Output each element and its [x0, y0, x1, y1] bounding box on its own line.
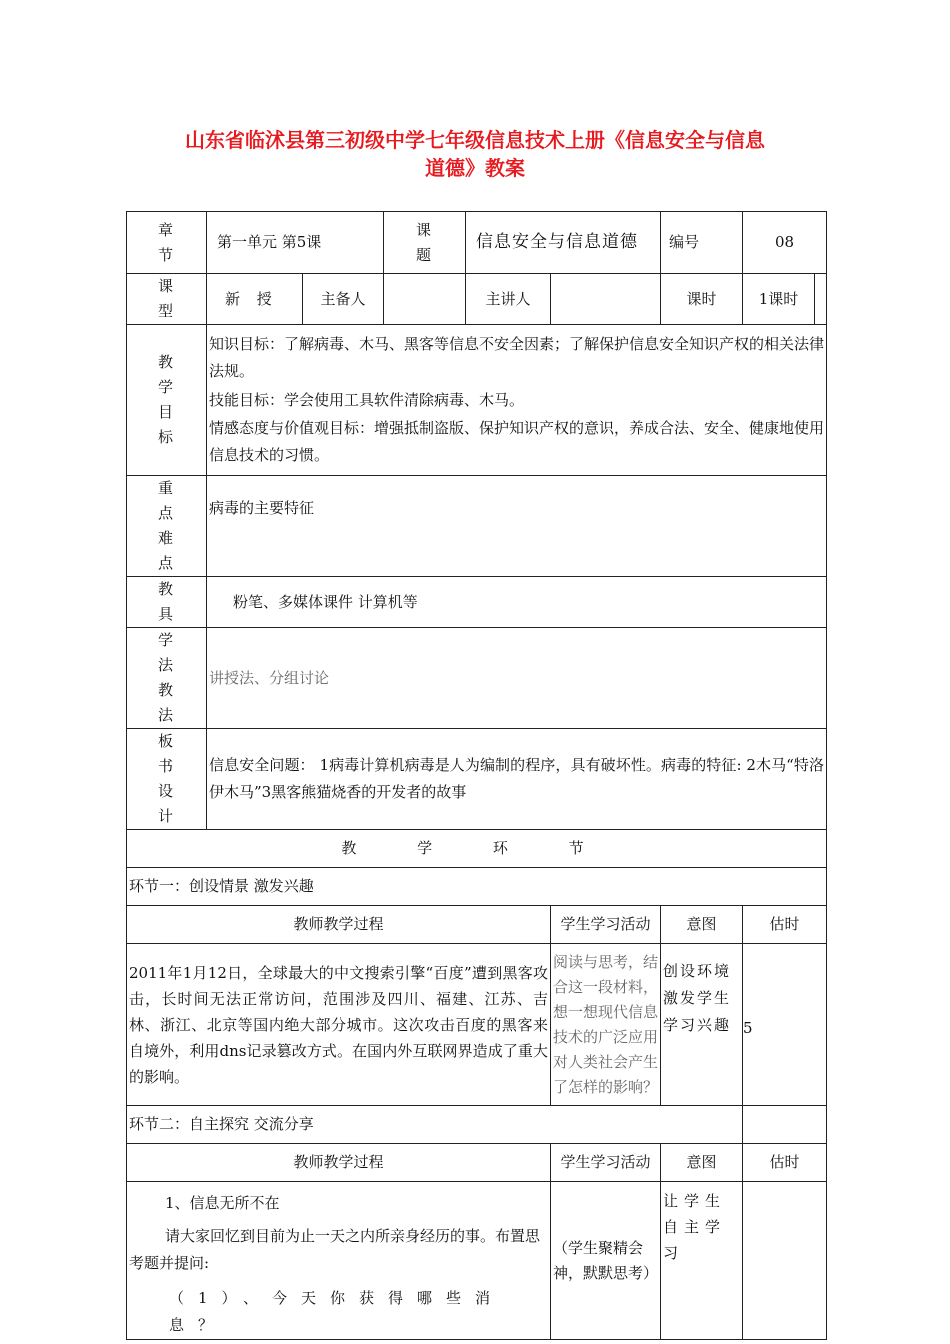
stage2-content-row [127, 1182, 827, 1340]
stage1-title-row [127, 868, 827, 906]
lecturer-label: 主讲人 [466, 274, 551, 325]
key-points-value: 病毒的主要特征 [207, 476, 827, 577]
objectives-row [127, 325, 827, 476]
title-line-2: 道德》教案 [425, 156, 525, 180]
stage2-col-student: 学生学习活动 [551, 1144, 661, 1182]
stage1-time: 5 [743, 944, 827, 1106]
board-value: 信息安全问题： 1病毒计算机病毒是人为编制的程序，具有破坏性。病毒的特征: 2木马“特洛伊木马”3黑客熊猫烧香的开发者的故事 [207, 729, 827, 830]
lesson-plan-table [126, 211, 827, 1340]
stage1-col-intent: 意图 [661, 906, 743, 944]
skill-objective: 技能目标：学会使用工具软件清除病毒、木马。 [209, 391, 525, 409]
board-label: 板 书 设 计 [127, 729, 207, 830]
stage1-col-student: 学生学习活动 [551, 906, 661, 944]
topic-value: 信息安全与信息道德 [466, 212, 661, 274]
type-value: 新 授 [207, 274, 303, 325]
methods-label: 学 法 教 法 [127, 628, 207, 729]
stage2-student: （学生聚精会神，默默思考） [551, 1182, 661, 1340]
objectives-label: 教 学 目 标 [127, 325, 207, 476]
type-row [127, 274, 827, 325]
period-value: 1课时 [743, 274, 815, 325]
stage2-header-row [127, 1144, 827, 1182]
stage2-time [743, 1182, 827, 1340]
stage2-teacher-line1: 1、信息无所不在 [165, 1194, 280, 1212]
stage2-col-time: 估时 [743, 1144, 827, 1182]
tools-label: 教 具 [127, 577, 207, 628]
stage2-col-intent: 意图 [661, 1144, 743, 1182]
stage2-teacher [127, 1182, 551, 1340]
topic-label: 课 题 [384, 212, 466, 274]
knowledge-objective: 知识目标：了解病毒、木马、黑客等信息不安全因素；了解保护信息安全知识产权的相关法律法规。 [209, 335, 825, 380]
stage2-title-row [127, 1106, 827, 1144]
stage1-col-time: 估时 [743, 906, 827, 944]
tools-value: 粉笔、多媒体课件 计算机等 [207, 577, 827, 628]
stage2-col-teacher: 教师教学过程 [127, 1144, 551, 1182]
preparer-label: 主备人 [303, 274, 384, 325]
section-heading: 教 学 环 节 [127, 830, 827, 868]
preparer-value [384, 274, 466, 325]
stage1-intent: 创设环境 激发学生学习兴趣 [661, 944, 743, 1106]
stage2-intent: 让学生自主学习 [661, 1182, 743, 1340]
number-value: 08 [743, 212, 827, 274]
stage2-teacher-line3: （1）、今天你获得哪些消息？ [169, 1289, 505, 1334]
stage1-content-row [127, 944, 827, 1106]
period-label: 课时 [661, 274, 743, 325]
document-title [0, 126, 950, 182]
methods-value: 讲授法、分组讨论 [207, 628, 827, 729]
stage1-header-row [127, 906, 827, 944]
methods-row [127, 628, 827, 729]
stage2-teacher-line2: 请大家回忆到目前为止一天之内所亲身经历的事。布置思考题并提问: [129, 1227, 541, 1272]
stage1-teacher: 2011年1月12日，全球最大的中文搜索引擎“百度”遭到黑客攻击，长时间无法正常访问，范围涉及四川、福建、江苏、吉林、浙江、北京等国内绝大部分城市。这次攻击百度的黑客来自境外，利用dns记录篡改方式。在国内外互联网界造成了重大的影响。 [127, 944, 551, 1106]
key-points-label: 重 点 难 点 [127, 476, 207, 577]
attitude-objective: 情感态度与价值观目标：增强抵制盗版、保护知识产权的意识，养成合法、安全、健康地使用信息技术的习惯。 [209, 419, 825, 464]
stage1-student: 阅读与思考，结合这一段材料，想一想现代信息技术的广泛应用对人类社会产生了怎样的影响？ [551, 944, 661, 1106]
key-points-row [127, 476, 827, 577]
chapter-value: 第一单元 第5课 [207, 212, 384, 274]
board-row [127, 729, 827, 830]
empty-cell [815, 274, 827, 325]
stage1-col-teacher: 教师教学过程 [127, 906, 551, 944]
chapter-label: 章 节 [127, 212, 207, 274]
chapter-row [127, 212, 827, 274]
stage2-title: 环节二：自主探究 交流分享 [127, 1106, 743, 1144]
stage1-title: 环节一：创设情景 激发兴趣 [127, 868, 827, 906]
type-label: 课 型 [127, 274, 207, 325]
number-label: 编号 [661, 212, 743, 274]
title-line-1: 山东省临沭县第三初级中学七年级信息技术上册《信息安全与信息 [185, 128, 765, 152]
section-heading-row [127, 830, 827, 868]
lecturer-value [551, 274, 661, 325]
tools-row [127, 577, 827, 628]
